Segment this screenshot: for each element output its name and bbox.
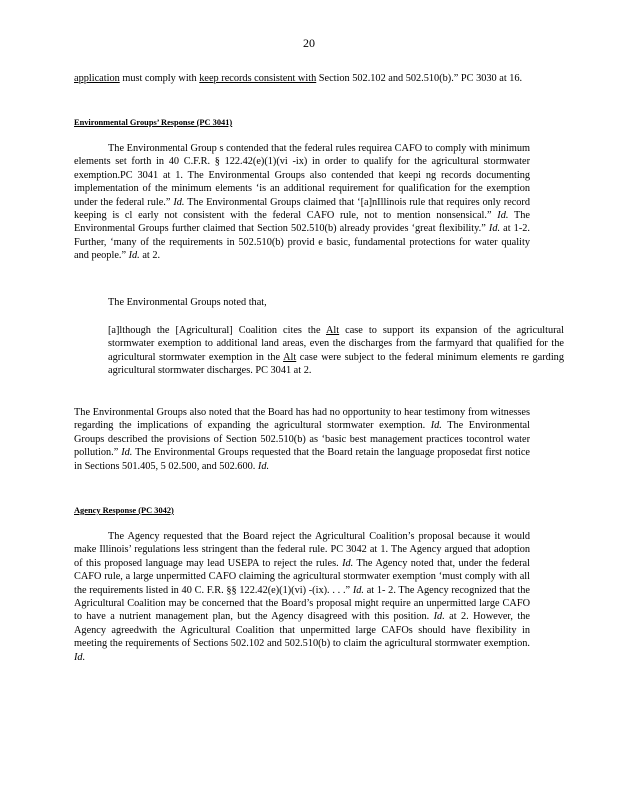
citation-id: Id. <box>121 447 133 459</box>
paragraph-text: at 2. <box>139 250 161 262</box>
case-name: Alt <box>283 351 297 363</box>
citation-id: Id. <box>257 460 270 472</box>
paragraph-text: The Environmental Groups further claimed that Section 502.510(b) already provides ‘great flexibility.” <box>74 210 530 235</box>
paragraph-text: The Environmental Groups requested that the Board retain the language proposedat first notice in Sections 501.405, 5 02.500, and 502.600. <box>74 447 530 472</box>
paragraph-text: The Environmental Groups described the provisions of Section 502.510(b) as ‘basic best management practices tocontrol water pollution.” <box>74 420 530 459</box>
case-name: Alt <box>325 325 340 336</box>
environmental-groups-paragraph-3 <box>74 406 530 473</box>
citation-id: Id. <box>128 250 140 262</box>
paragraph-text: The Environmental Groups claimed that ‘[a]nIllinois rule that requires only record keeping is cl early not consistent with the federal CAFO rule, not to mention nonsensical.” <box>74 196 530 222</box>
paragraph-text: at 2. However, the Agency agreedwith the Agricultural Coalition that unpermitted large CAFOs should have flexibility in meeting the requirements of Sections 502.102 and 502.510(b) to claim the agricultural stormwater exemption. <box>74 611 530 650</box>
citation-id: Id. <box>74 651 86 663</box>
citation-id: Id. <box>430 420 442 432</box>
paragraph-text: The Agency noted that, under the federal CAFO rule, a large unpermitted CAFO claiming the agricultural stormwater exemption ‘must comply with all the requirements listed in 40 C. F.R. §§ 122.42(e)(1)(vi) -(ix). . . .” <box>74 557 530 596</box>
quote-text: case were subject to the federal minimum elements re garding agricultural stormwater discharges. PC 3041 at 2. <box>108 351 564 377</box>
citation-id: Id. <box>173 196 185 208</box>
intro-underlined-phrase: keep records consistent with <box>199 73 317 84</box>
page-number: 20 <box>303 36 315 50</box>
intro-paragraph <box>74 72 530 85</box>
environmental-groups-paragraph-2: The Environmental Groups noted that, <box>108 297 267 308</box>
citation-id: Id. <box>488 223 501 235</box>
section-heading-environmental-groups: Environmental Groups’ Response (PC 3041) <box>74 118 233 127</box>
quote-text: case to support its expansion of the agricultural stormwater exemption to additional land areas, even the discharges from the farmyard that qualified for the agricultural stormwater exemption in the <box>108 325 564 363</box>
citation-id: Id. <box>433 611 445 623</box>
citation-id: Id. <box>497 210 509 222</box>
quote-text: [a]lthough the [Agricultural] Coalition cites the <box>108 325 326 336</box>
paragraph-text: at 1- 2. The Agency recognized that the Agricultural Coalition may be concerned that the Board’s proposal might require an unpermitted large CAFO to have a nutrient management plan, but the Agency disagreed with this position. <box>74 584 530 623</box>
paragraph-text: The Environmental Group s contended that the federal rules requirea CAFO to comply with minimum elements set forth in 40 C.F.R. § 122.42(e)(1)(vi -ix) in order to qualify for the agricultural stormwater exemption.PC 3041 at 1. The Environmental Groups also contended that keepi ng records documenting implementation of the minimum elements ‘is an additional requirement for qualification for the exemption under the federal rule.” <box>74 143 530 208</box>
agency-response-paragraph <box>74 530 530 664</box>
citation-id: Id. <box>352 584 364 596</box>
block-quote <box>74 324 618 378</box>
intro-text: Section 502.102 and 502.510(b).” PC 3030 at 16. <box>316 73 523 84</box>
intro-underlined-word: application <box>74 73 120 84</box>
environmental-groups-paragraph-1 <box>74 142 530 263</box>
intro-text: must comply with <box>119 73 200 84</box>
section-heading-agency: Agency Response (PC 3042) <box>74 506 174 515</box>
paragraph-text: The Agency requested that the Board reject the Agricultural Coalition’s proposal because it would make Illinois’ regulations less stringent than the federal rule. PC 3042 at 1. The Agency argued that adoption of this proposed language may lead USEPA to reject the rules. <box>74 531 530 569</box>
paragraph-text: at 1-2. Further, ‘many of the requirements in 502.510(b) provid e basic, fundamental protections for water quality and people.” <box>74 223 530 262</box>
citation-id: Id. <box>342 557 354 569</box>
paragraph-text: The Environmental Groups also noted that the Board has had no opportunity to hear testimony from witnesses regarding the implications of expanding the agricultural stormwater exemption. <box>74 407 530 432</box>
